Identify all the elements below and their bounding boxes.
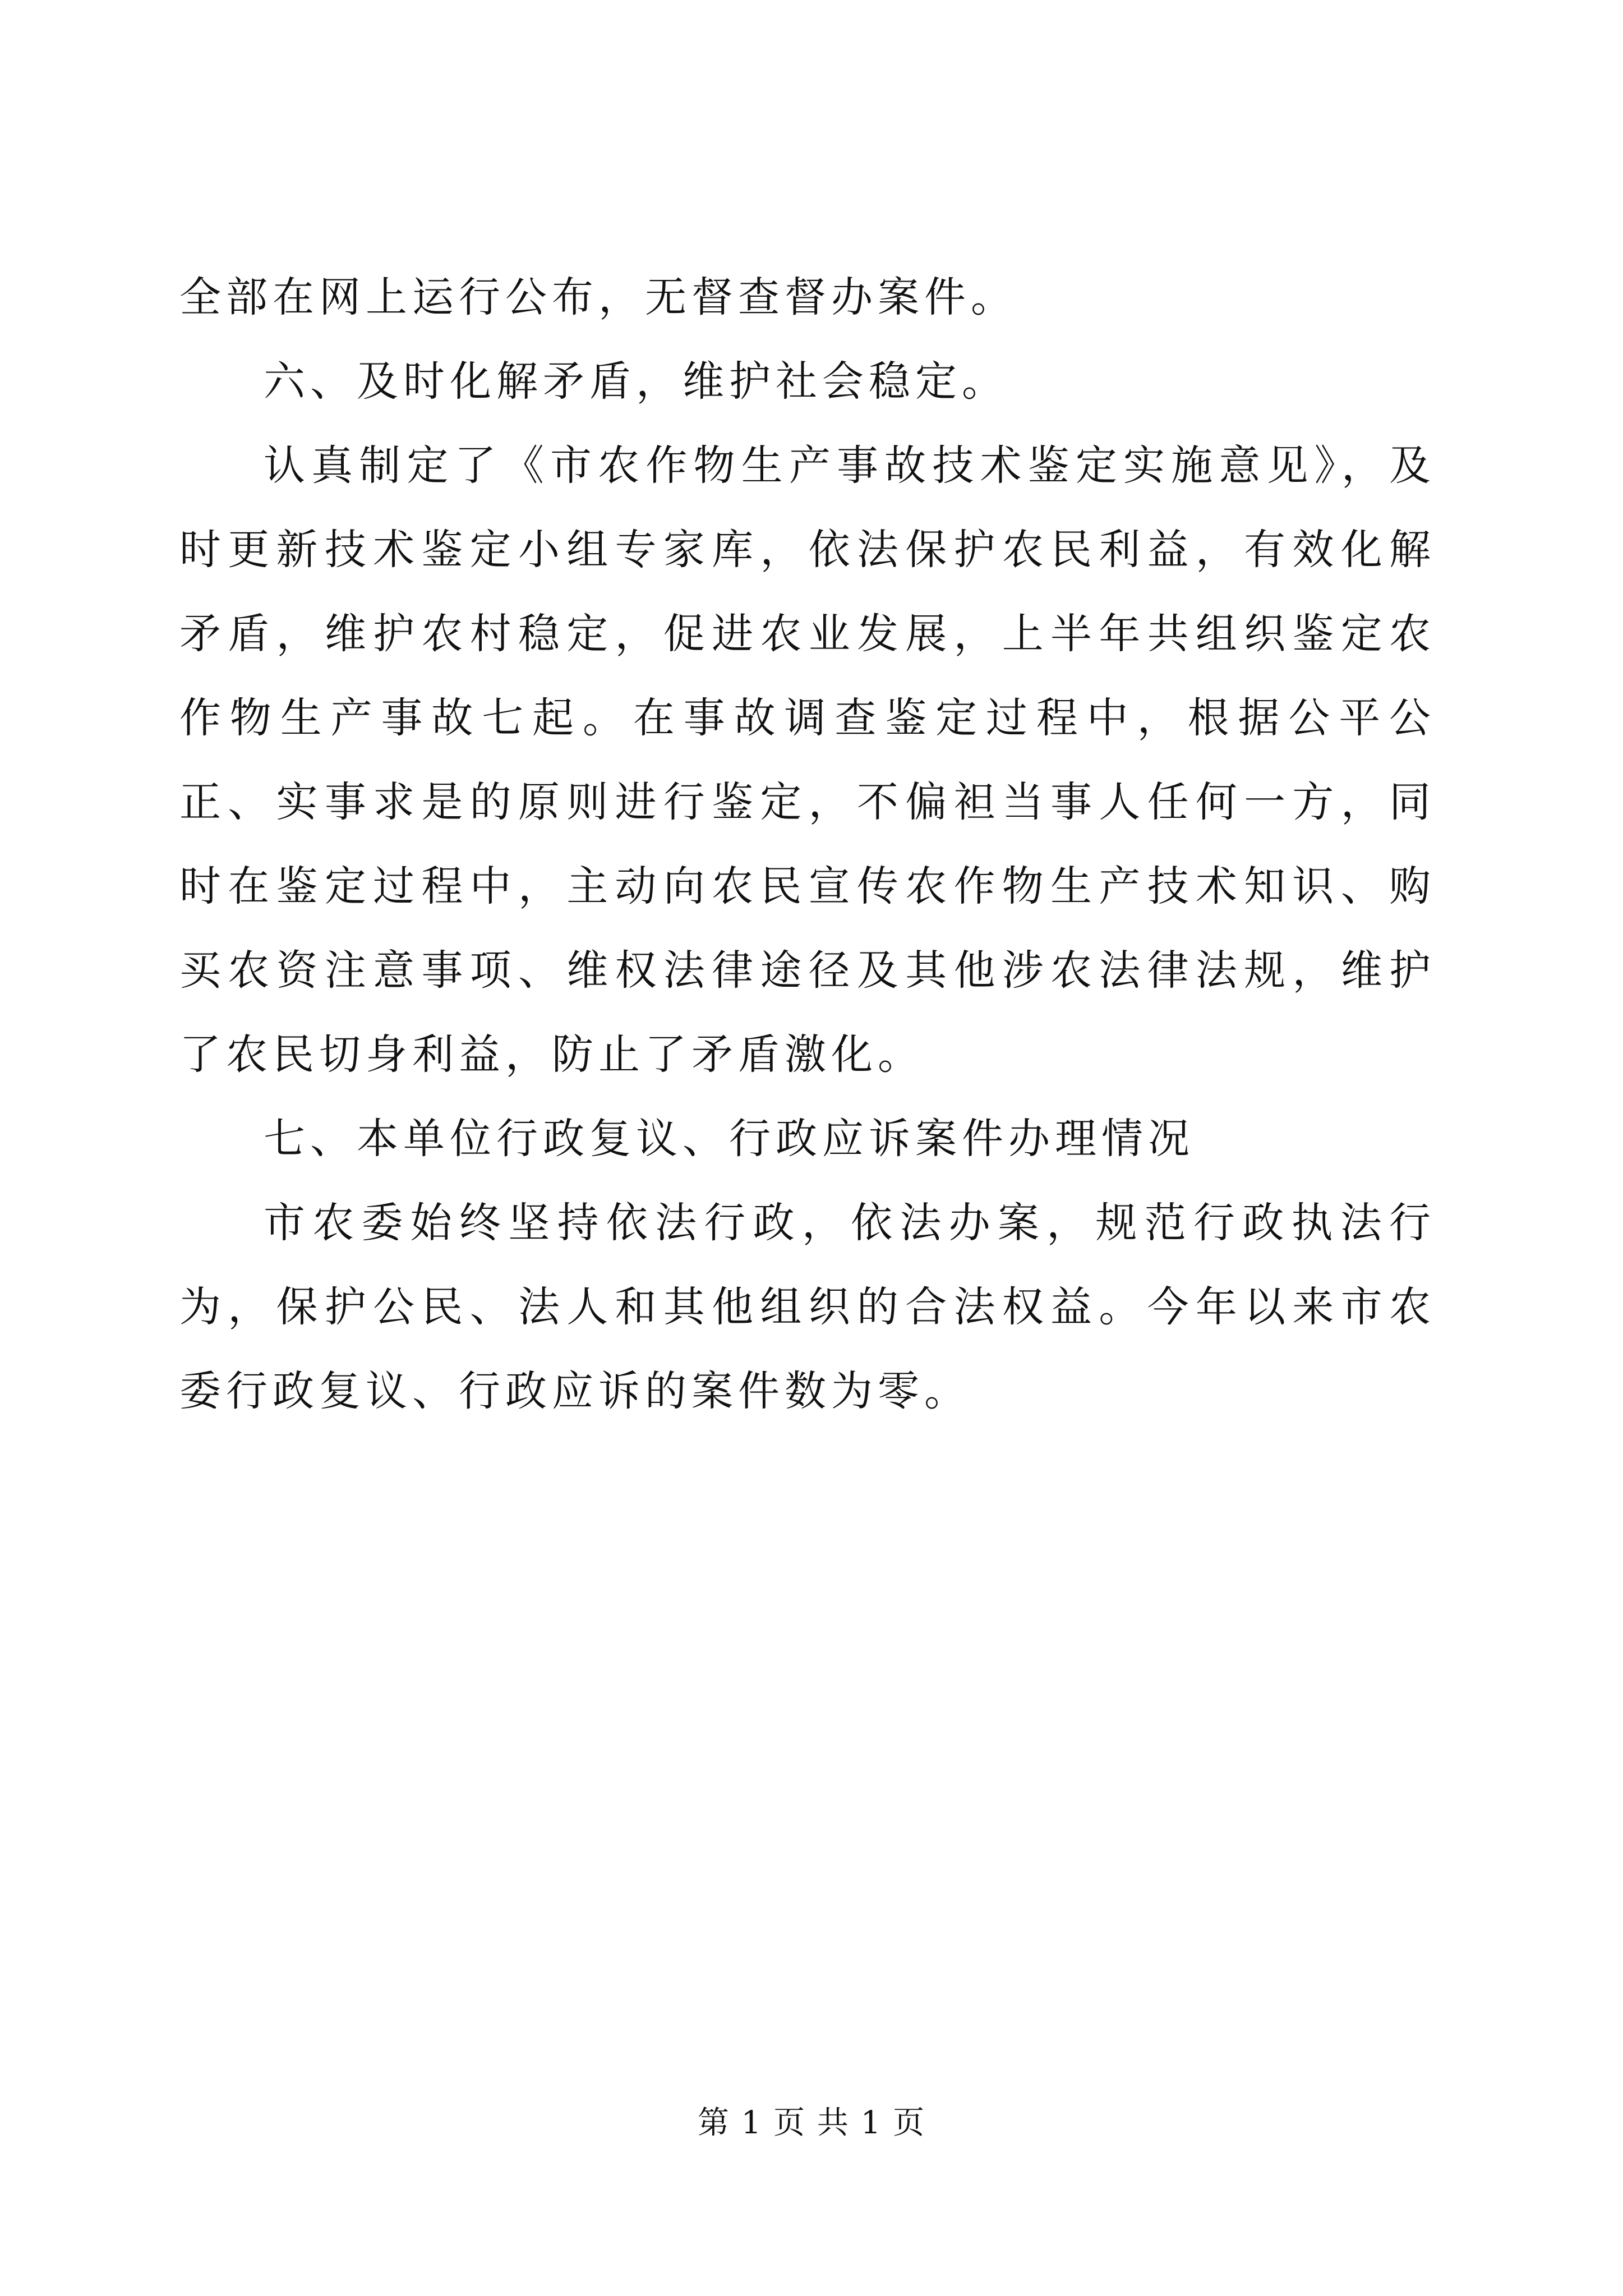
document-body xyxy=(179,255,1436,1433)
page-number-footer: 第 1 页 共 1 页 xyxy=(697,2105,926,2141)
paragraph-administrative-cases: 市农委始终坚持依法行政，依法办案，规范行政执法行为，保护公民、法人和其他组织的合法权益。今年以来市农委行政复议、行政应诉的案件数为零。 xyxy=(179,1199,1436,1415)
paragraph-continuation: 全部在网上运行公布，无督查督办案件。 xyxy=(179,273,1017,321)
section-heading-seven: 七、本单位行政复议、行政应诉案件办理情况 xyxy=(264,1115,1195,1163)
paragraph-technical-appraisal: 认真制定了《市农作物生产事故技术鉴定实施意见》，及时更新技术鉴定小组专家库，依法保护农民利益，有效化解矛盾，维护农村稳定，促进农业发展，上半年共组织鉴定农作物生产事故七起。在事故调查鉴定过程中，根据公平公正、实事求是的原则进行鉴定，不偏袒当事人任何一方，同时在鉴定过程中，主动向农民宣传农作物生产技术知识、购买农资注意事项、维权法律途径及其他涉农法律法规，维护了农民切身利益，防止了矛盾激化。 xyxy=(179,441,1436,1079)
section-heading-six: 六、及时化解矛盾，维护社会稳定。 xyxy=(264,357,1008,406)
